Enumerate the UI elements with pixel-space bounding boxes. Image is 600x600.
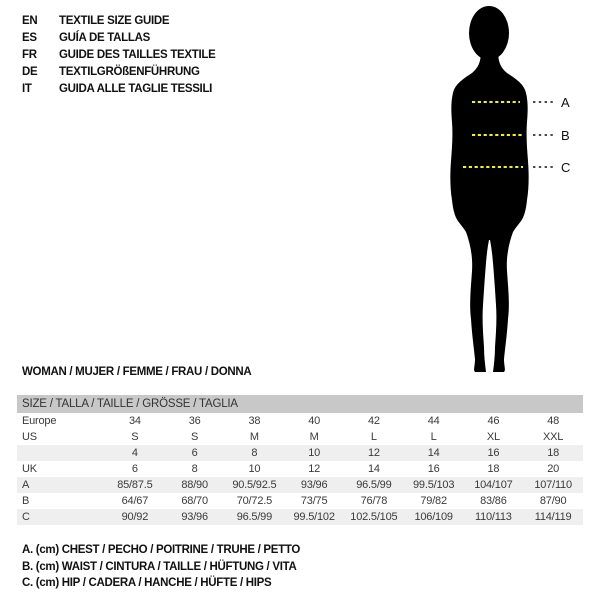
size-value-cell: 107/110 (534, 479, 572, 491)
measure-label-a: A (561, 95, 570, 110)
size-value-cell: 40 (308, 415, 321, 427)
size-value-cell: 99.5/103 (413, 479, 455, 491)
measurement-legend (22, 542, 300, 592)
table-row (17, 413, 583, 429)
size-value-cell: 48 (547, 415, 560, 427)
table-row (17, 477, 583, 493)
size-value-cell: 46 (487, 415, 500, 427)
size-value-cell: 44 (427, 415, 440, 427)
size-value-cell: 12 (367, 447, 380, 459)
size-value-cell: M (309, 431, 319, 443)
language-list (22, 13, 216, 98)
size-value-cell: 99.5/102 (293, 511, 335, 523)
language-label: GUIDE DES TAILLES TEXTILE (59, 49, 216, 61)
size-value-cell: 16 (487, 447, 500, 459)
size-value-cell: 79/82 (420, 495, 447, 507)
woman-silhouette (450, 6, 528, 372)
size-value-cell: M (249, 431, 259, 443)
size-value-cell: 73/75 (300, 495, 328, 507)
size-value-cell: 90.5/92.5 (232, 479, 277, 491)
row-label: US (22, 431, 37, 443)
row-label: UK (22, 463, 37, 475)
row-label: Europe (22, 415, 57, 427)
size-value-cell: 14 (367, 463, 380, 475)
language-label: TEXTILE SIZE GUIDE (59, 15, 170, 27)
size-value-cell: 20 (547, 463, 560, 475)
size-table (17, 395, 583, 525)
size-value-cell: 38 (248, 415, 261, 427)
size-value-cell: 14 (427, 447, 440, 459)
language-label: GUIDA ALLE TAGLIE TESSILI (59, 83, 213, 95)
size-value-cell: 6 (131, 463, 138, 475)
row-label (17, 445, 105, 461)
size-value-cell: XXL (543, 431, 564, 443)
size-value-cell: 12 (308, 463, 321, 475)
size-value-cell: 68/70 (181, 495, 208, 507)
size-value-cell: 64/67 (121, 495, 149, 507)
legend-hip: C. (cm) HIP / CADERA / HANCHE / HÜFTE / HIPS (22, 577, 272, 589)
language-row-de (22, 64, 216, 81)
size-value-cell: 76/78 (360, 495, 388, 507)
size-value-cell: 87/90 (539, 495, 567, 507)
language-code: DE (22, 66, 38, 78)
size-value-cell: 93/96 (300, 479, 328, 491)
language-row-fr (22, 47, 216, 64)
size-value-cell: 42 (367, 415, 380, 427)
size-value-cell: 104/107 (474, 479, 513, 491)
table-row (17, 493, 583, 509)
size-value-cell: 10 (248, 463, 261, 475)
size-value-cell: 70/72.5 (236, 495, 273, 507)
size-value-cell: 90/92 (121, 511, 149, 523)
size-value-cell: 18 (547, 447, 560, 459)
woman-silhouette-figure (430, 0, 600, 380)
size-value-cell: 96.5/99 (356, 479, 392, 491)
size-value-cell: 10 (308, 447, 321, 459)
size-value-cell: 36 (188, 415, 201, 427)
size-value-cell: 8 (251, 447, 258, 459)
size-value-cell: 4 (131, 447, 138, 459)
size-value-cell: 8 (191, 463, 198, 475)
size-value-cell: 16 (427, 463, 440, 475)
size-value-cell: 110/113 (475, 511, 512, 523)
size-value-cell: 85/87.5 (117, 479, 153, 491)
language-label: GUÍA DE TALLAS (59, 32, 150, 44)
size-value-cell: 34 (128, 415, 141, 427)
size-value-cell: L (370, 431, 377, 443)
table-row (17, 445, 583, 461)
language-code: IT (22, 83, 32, 95)
size-table-header: SIZE / TALLA / TAILLE / GRÖSSE / TAGLIA (17, 395, 583, 413)
size-value-cell: XL (486, 431, 500, 443)
size-value-cell: 114/119 (534, 511, 572, 523)
language-row-it (22, 81, 216, 98)
legend-chest: A. (cm) CHEST / PECHO / POITRINE / TRUHE / PETTO (22, 544, 301, 556)
language-code: EN (22, 15, 38, 27)
size-value-cell: L (430, 431, 437, 443)
language-row-en (22, 13, 216, 30)
size-value-cell: 18 (487, 463, 500, 475)
table-row (17, 509, 583, 525)
size-table-rows (17, 413, 583, 525)
size-value-cell: 88/90 (181, 479, 208, 491)
size-value-cell: 106/109 (414, 511, 453, 523)
size-value-cell: 93/96 (181, 511, 208, 523)
row-label: B (22, 495, 30, 507)
table-row (17, 461, 583, 477)
language-code: FR (22, 49, 37, 61)
measure-label-c: C (561, 160, 571, 175)
language-label: TEXTILGRÖßENFÜHRUNG (59, 66, 200, 78)
size-value-cell: 83/86 (480, 495, 507, 507)
table-row (17, 429, 583, 445)
size-value-cell: 96.5/99 (236, 511, 273, 523)
language-row-es (22, 30, 216, 47)
row-label: A (22, 479, 30, 491)
row-label: C (22, 511, 30, 523)
size-value-cell: S (131, 431, 139, 443)
language-code: ES (22, 32, 37, 44)
size-value-cell: 102.5/105 (350, 511, 398, 523)
legend-waist: B. (cm) WAIST / CINTURA / TAILLE / HÜFTUNG / VITA (22, 560, 297, 573)
category-title: WOMAN / MUJER / FEMME / FRAU / DONNA (22, 366, 252, 378)
measure-label-b: B (561, 128, 570, 143)
size-value-cell: S (191, 431, 199, 443)
size-value-cell: 6 (191, 447, 198, 459)
